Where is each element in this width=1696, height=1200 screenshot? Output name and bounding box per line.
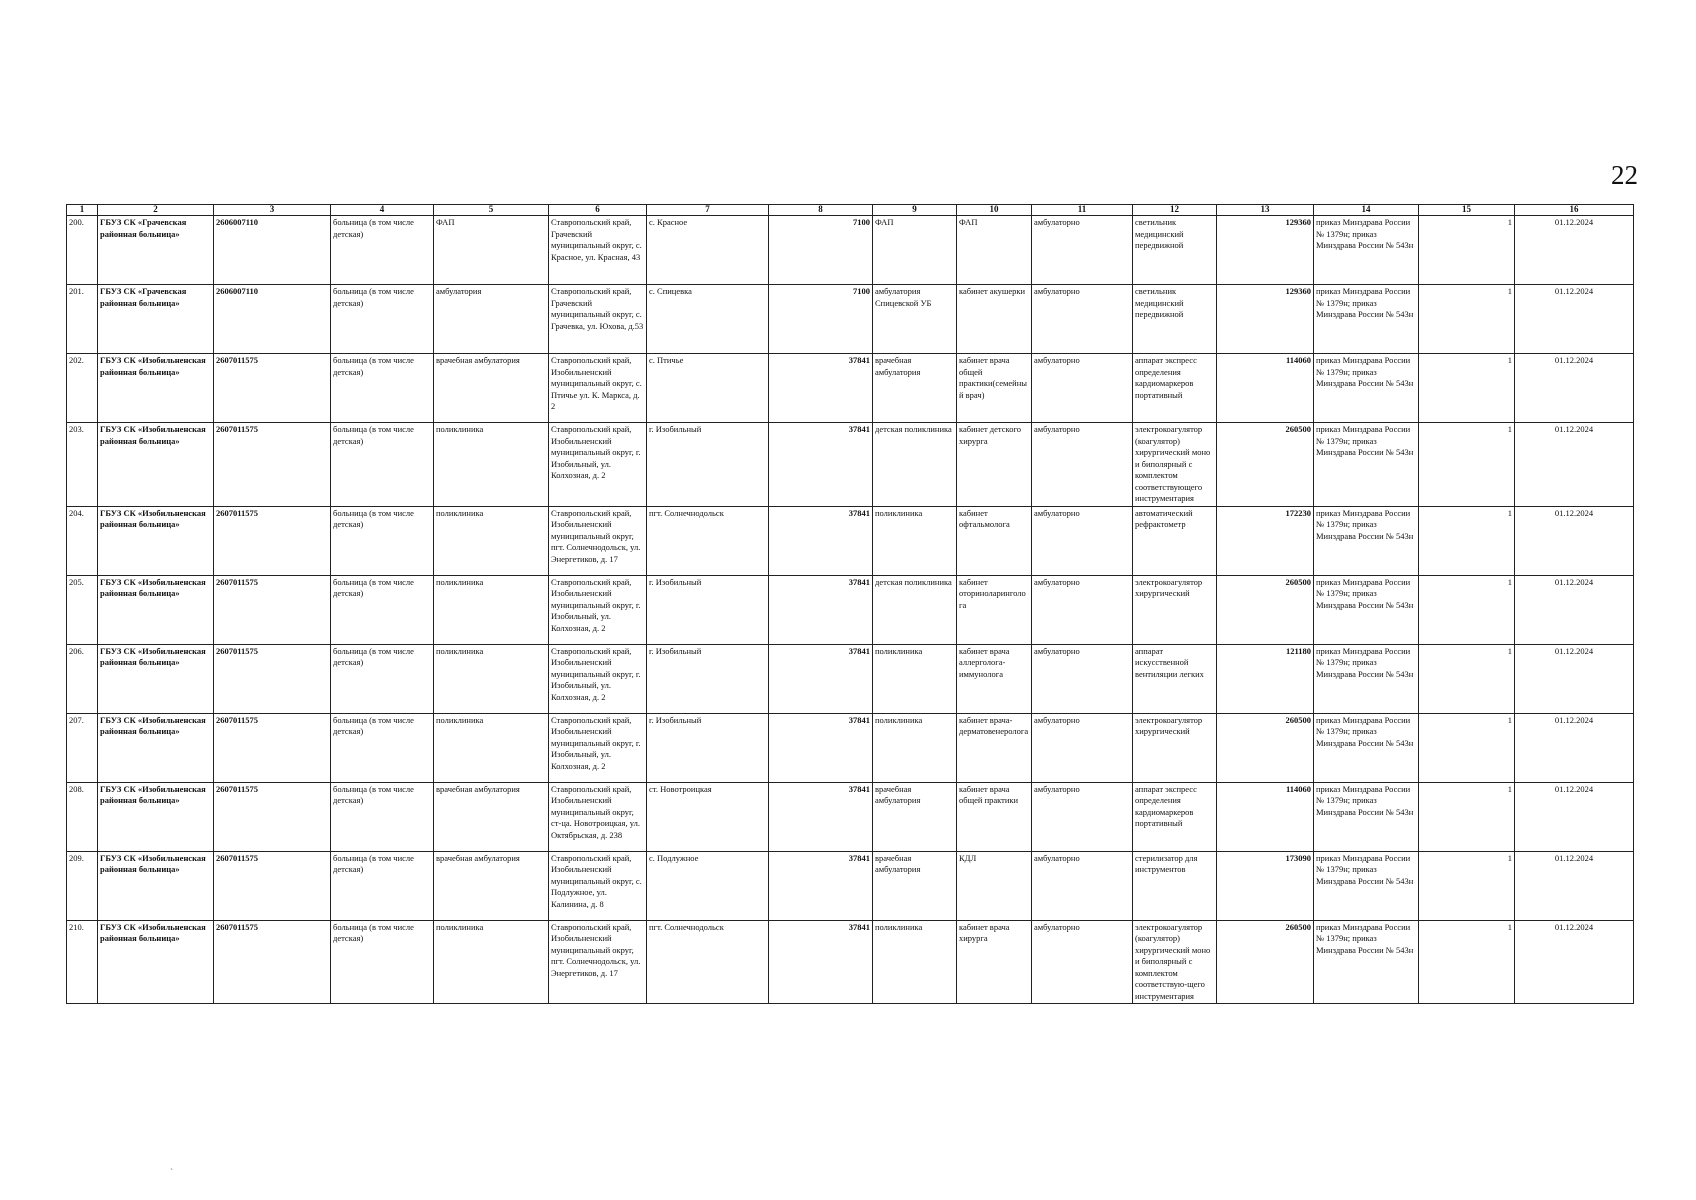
inn-code: 2607011575	[214, 644, 331, 713]
oktmo-code: 37841	[769, 851, 873, 920]
locality: с. Спицевка	[647, 285, 769, 354]
quantity: 1	[1419, 920, 1515, 1004]
legal-basis: приказ Минздрава России № 1379н; приказ Минздрава России № 543н	[1314, 575, 1419, 644]
unit-type: врачебная амбулатория	[434, 354, 549, 423]
address: Ставропольский край, Изобильненский муниципальный округ, с. Подлужное, ул. Калинина, д. 8	[549, 851, 647, 920]
locality: г. Изобильный	[647, 644, 769, 713]
subunit: врачебная амбулатория	[873, 851, 957, 920]
legal-basis: приказ Минздрава России № 1379н; приказ Минздрава России № 543н	[1314, 713, 1419, 782]
locality: с. Красное	[647, 216, 769, 285]
equipment-name: электрокоагулятор (коагулятор) хирургический моно и биполярный с комплектом соответствующего инструментария	[1133, 423, 1217, 507]
locality: г. Изобильный	[647, 575, 769, 644]
address: Ставропольский край, Изобильненский муниципальный округ, пгт. Солнечнодольск, ул. Энергетиков, д. 17	[549, 920, 647, 1004]
delivery-date: 01.12.2024	[1515, 713, 1634, 782]
equipment-table	[66, 204, 1634, 1004]
equipment-name: аппарат экспресс определения кардиомаркеров портативный	[1133, 782, 1217, 851]
unit-type: ФАП	[434, 216, 549, 285]
subunit: детская поликлиника	[873, 423, 957, 507]
organization-name: ГБУЗ СК «Изобильненская районная больница»	[98, 644, 214, 713]
delivery-date: 01.12.2024	[1515, 285, 1634, 354]
column-number-row	[67, 205, 1634, 216]
legal-basis: приказ Минздрава России № 1379н; приказ Минздрава России № 543н	[1314, 920, 1419, 1004]
price: 260500	[1217, 423, 1314, 507]
facility-type: больница (в том числе детская)	[331, 216, 434, 285]
table-row	[67, 506, 1634, 575]
unit-type: поликлиника	[434, 575, 549, 644]
subunit: поликлиника	[873, 713, 957, 782]
unit-type: амбулатория	[434, 285, 549, 354]
page-number: 22	[1611, 160, 1638, 190]
locality: пгт. Солнечнодольск	[647, 506, 769, 575]
table-row	[67, 644, 1634, 713]
locality: г. Изобильный	[647, 713, 769, 782]
quantity: 1	[1419, 851, 1515, 920]
organization-name: ГБУЗ СК «Изобильненская районная больница»	[98, 506, 214, 575]
facility-type: больница (в том числе детская)	[331, 423, 434, 507]
quantity: 1	[1419, 506, 1515, 575]
organization-name: ГБУЗ СК «Изобильненская районная больница»	[98, 920, 214, 1004]
organization-name: ГБУЗ СК «Изобильненская районная больница»	[98, 354, 214, 423]
facility-type: больница (в том числе детская)	[331, 575, 434, 644]
column-number: 3	[214, 205, 331, 216]
table-row	[67, 782, 1634, 851]
facility-type: больница (в том числе детская)	[331, 285, 434, 354]
legal-basis: приказ Минздрава России № 1379н; приказ Минздрава России № 543н	[1314, 644, 1419, 713]
row-number: 202.	[67, 354, 98, 423]
subunit: поликлиника	[873, 920, 957, 1004]
care-form: амбулаторно	[1032, 644, 1133, 713]
quantity: 1	[1419, 216, 1515, 285]
delivery-date: 01.12.2024	[1515, 644, 1634, 713]
equipment-name: электрокоагулятор хирургический	[1133, 575, 1217, 644]
cabinet: кабинет детского хирурга	[957, 423, 1032, 507]
inn-code: 2607011575	[214, 423, 331, 507]
column-number: 6	[549, 205, 647, 216]
oktmo-code: 37841	[769, 713, 873, 782]
equipment-name: аппарат экспресс определения кардиомаркеров портативный	[1133, 354, 1217, 423]
inn-code: 2607011575	[214, 920, 331, 1004]
legal-basis: приказ Минздрава России № 1379н; приказ Минздрава России № 543н	[1314, 506, 1419, 575]
cabinet: кабинет акушерки	[957, 285, 1032, 354]
address: Ставропольский край, Изобильненский муниципальный округ, с. Птичье ул. К. Маркса, д. 2	[549, 354, 647, 423]
row-number: 206.	[67, 644, 98, 713]
unit-type: врачебная амбулатория	[434, 782, 549, 851]
column-number: 16	[1515, 205, 1634, 216]
column-number: 10	[957, 205, 1032, 216]
equipment-name: аппарат искусственной вентиляции легких	[1133, 644, 1217, 713]
column-number: 2	[98, 205, 214, 216]
subunit: врачебная амбулатория	[873, 782, 957, 851]
oktmo-code: 37841	[769, 920, 873, 1004]
care-form: амбулаторно	[1032, 285, 1133, 354]
column-number: 1	[67, 205, 98, 216]
legal-basis: приказ Минздрава России № 1379н; приказ Минздрава России № 543н	[1314, 216, 1419, 285]
facility-type: больница (в том числе детская)	[331, 506, 434, 575]
cabinet: кабинет врача общей практики	[957, 782, 1032, 851]
unit-type: поликлиника	[434, 506, 549, 575]
equipment-name: светильник медицинский передвижной	[1133, 285, 1217, 354]
locality: с. Птичье	[647, 354, 769, 423]
delivery-date: 01.12.2024	[1515, 920, 1634, 1004]
facility-type: больница (в том числе детская)	[331, 851, 434, 920]
facility-type: больница (в том числе детская)	[331, 713, 434, 782]
organization-name: ГБУЗ СК «Изобильненская районная больница»	[98, 851, 214, 920]
column-number: 15	[1419, 205, 1515, 216]
table-row	[67, 713, 1634, 782]
delivery-date: 01.12.2024	[1515, 354, 1634, 423]
equipment-name: светильник медицинский передвижной	[1133, 216, 1217, 285]
unit-type: поликлиника	[434, 423, 549, 507]
oktmo-code: 37841	[769, 423, 873, 507]
address: Ставропольский край, Грачевский муниципальный округ, с. Грачевка, ул. Юхова, д.53	[549, 285, 647, 354]
oktmo-code: 37841	[769, 782, 873, 851]
cabinet: кабинет врача общей практики(семейный врач)	[957, 354, 1032, 423]
quantity: 1	[1419, 713, 1515, 782]
oktmo-code: 37841	[769, 575, 873, 644]
table-row	[67, 851, 1634, 920]
subunit: детская поликлиника	[873, 575, 957, 644]
care-form: амбулаторно	[1032, 216, 1133, 285]
subunit: ФАП	[873, 216, 957, 285]
delivery-date: 01.12.2024	[1515, 506, 1634, 575]
inn-code: 2606007110	[214, 216, 331, 285]
cabinet: ФАП	[957, 216, 1032, 285]
price: 129360	[1217, 216, 1314, 285]
price: 260500	[1217, 575, 1314, 644]
price: 129360	[1217, 285, 1314, 354]
address: Ставропольский край, Изобильненский муниципальный округ, г. Изобильный, ул. Колхозная, д. 2	[549, 575, 647, 644]
equipment-name: стерилизатор для инструментов	[1133, 851, 1217, 920]
column-number: 4	[331, 205, 434, 216]
cabinet: кабинет оториноларинголога	[957, 575, 1032, 644]
facility-type: больница (в том числе детская)	[331, 354, 434, 423]
subunit: поликлиника	[873, 644, 957, 713]
delivery-date: 01.12.2024	[1515, 216, 1634, 285]
row-number: 208.	[67, 782, 98, 851]
inn-code: 2607011575	[214, 506, 331, 575]
facility-type: больница (в том числе детская)	[331, 920, 434, 1004]
cabinet: кабинет врача аллерголога-иммунолога	[957, 644, 1032, 713]
row-number: 209.	[67, 851, 98, 920]
row-number: 207.	[67, 713, 98, 782]
price: 173090	[1217, 851, 1314, 920]
facility-type: больница (в том числе детская)	[331, 782, 434, 851]
equipment-name: электрокоагулятор хирургический	[1133, 713, 1217, 782]
unit-type: поликлиника	[434, 920, 549, 1004]
subunit: поликлиника	[873, 506, 957, 575]
cabinet: кабинет врача хирурга	[957, 920, 1032, 1004]
scan-speck: ˋ	[170, 1168, 174, 1179]
row-number: 210.	[67, 920, 98, 1004]
oktmo-code: 37841	[769, 644, 873, 713]
table-row	[67, 216, 1634, 285]
locality: г. Изобильный	[647, 423, 769, 507]
oktmo-code: 7100	[769, 285, 873, 354]
inn-code: 2607011575	[214, 713, 331, 782]
table-row	[67, 285, 1634, 354]
column-number: 5	[434, 205, 549, 216]
equipment-name: электрокоагулятор (коагулятор) хирургический моно и биполярный с комплектом соответствую-щего инструментария	[1133, 920, 1217, 1004]
legal-basis: приказ Минздрава России № 1379н; приказ Минздрава России № 543н	[1314, 782, 1419, 851]
cabinet: КДЛ	[957, 851, 1032, 920]
price: 121180	[1217, 644, 1314, 713]
unit-type: поликлиника	[434, 713, 549, 782]
organization-name: ГБУЗ СК «Грачевская районная больница»	[98, 285, 214, 354]
delivery-date: 01.12.2024	[1515, 423, 1634, 507]
organization-name: ГБУЗ СК «Изобильненская районная больница»	[98, 575, 214, 644]
legal-basis: приказ Минздрава России № 1379н; приказ Минздрава России № 543н	[1314, 285, 1419, 354]
cabinet: кабинет врача-дерматовенеролога	[957, 713, 1032, 782]
address: Ставропольский край, Изобильненский муниципальный округ, г. Изобильный, ул. Колхозная, д. 2	[549, 713, 647, 782]
price: 260500	[1217, 920, 1314, 1004]
care-form: амбулаторно	[1032, 782, 1133, 851]
inn-code: 2607011575	[214, 354, 331, 423]
column-number: 9	[873, 205, 957, 216]
table-row	[67, 575, 1634, 644]
quantity: 1	[1419, 575, 1515, 644]
organization-name: ГБУЗ СК «Изобильненская районная больница»	[98, 713, 214, 782]
legal-basis: приказ Минздрава России № 1379н; приказ Минздрава России № 543н	[1314, 851, 1419, 920]
row-number: 204.	[67, 506, 98, 575]
inn-code: 2607011575	[214, 575, 331, 644]
quantity: 1	[1419, 423, 1515, 507]
table-row	[67, 920, 1634, 1004]
column-number: 12	[1133, 205, 1217, 216]
legal-basis: приказ Минздрава России № 1379н; приказ Минздрава России № 543н	[1314, 423, 1419, 507]
price: 114060	[1217, 354, 1314, 423]
subunit: врачебная амбулатория	[873, 354, 957, 423]
oktmo-code: 37841	[769, 354, 873, 423]
locality: пгт. Солнечнодольск	[647, 920, 769, 1004]
cabinet: кабинет офтальмолога	[957, 506, 1032, 575]
address: Ставропольский край, Изобильненский муниципальный округ, г. Изобильный, ул. Колхозная, д. 2	[549, 423, 647, 507]
oktmo-code: 37841	[769, 506, 873, 575]
unit-type: врачебная амбулатория	[434, 851, 549, 920]
column-number: 8	[769, 205, 873, 216]
row-number: 201.	[67, 285, 98, 354]
facility-type: больница (в том числе детская)	[331, 644, 434, 713]
care-form: амбулаторно	[1032, 423, 1133, 507]
address: Ставропольский край, Изобильненский муниципальный округ, пгт. Солнечнодольск, ул. Энергетиков, д. 17	[549, 506, 647, 575]
table-row	[67, 423, 1634, 507]
column-number: 14	[1314, 205, 1419, 216]
column-number: 7	[647, 205, 769, 216]
address: Ставропольский край, Грачевский муниципальный округ, с. Красное, ул. Красная, 43	[549, 216, 647, 285]
row-number: 200.	[67, 216, 98, 285]
organization-name: ГБУЗ СК «Грачевская районная больница»	[98, 216, 214, 285]
quantity: 1	[1419, 285, 1515, 354]
care-form: амбулаторно	[1032, 851, 1133, 920]
inn-code: 2607011575	[214, 782, 331, 851]
legal-basis: приказ Минздрава России № 1379н; приказ Минздрава России № 543н	[1314, 354, 1419, 423]
column-number: 11	[1032, 205, 1133, 216]
care-form: амбулаторно	[1032, 920, 1133, 1004]
oktmo-code: 7100	[769, 216, 873, 285]
subunit: амбулатория Спицевской УБ	[873, 285, 957, 354]
inn-code: 2607011575	[214, 851, 331, 920]
price: 114060	[1217, 782, 1314, 851]
organization-name: ГБУЗ СК «Изобильненская районная больница»	[98, 423, 214, 507]
locality: ст. Новотроицкая	[647, 782, 769, 851]
address: Ставропольский край, Изобильненский муниципальный округ, ст-ца. Новотроицкая, ул. Октябрьская, д. 238	[549, 782, 647, 851]
column-number: 13	[1217, 205, 1314, 216]
care-form: амбулаторно	[1032, 713, 1133, 782]
delivery-date: 01.12.2024	[1515, 782, 1634, 851]
care-form: амбулаторно	[1032, 506, 1133, 575]
row-number: 205.	[67, 575, 98, 644]
organization-name: ГБУЗ СК «Изобильненская районная больница»	[98, 782, 214, 851]
delivery-date: 01.12.2024	[1515, 575, 1634, 644]
care-form: амбулаторно	[1032, 575, 1133, 644]
delivery-date: 01.12.2024	[1515, 851, 1634, 920]
equipment-name: автоматический рефрактометр	[1133, 506, 1217, 575]
price: 260500	[1217, 713, 1314, 782]
address: Ставропольский край, Изобильненский муниципальный округ, г. Изобильный, ул. Колхозная, д. 2	[549, 644, 647, 713]
table-row	[67, 354, 1634, 423]
inn-code: 2606007110	[214, 285, 331, 354]
quantity: 1	[1419, 644, 1515, 713]
locality: с. Подлужное	[647, 851, 769, 920]
quantity: 1	[1419, 782, 1515, 851]
care-form: амбулаторно	[1032, 354, 1133, 423]
quantity: 1	[1419, 354, 1515, 423]
row-number: 203.	[67, 423, 98, 507]
price: 172230	[1217, 506, 1314, 575]
unit-type: поликлиника	[434, 644, 549, 713]
